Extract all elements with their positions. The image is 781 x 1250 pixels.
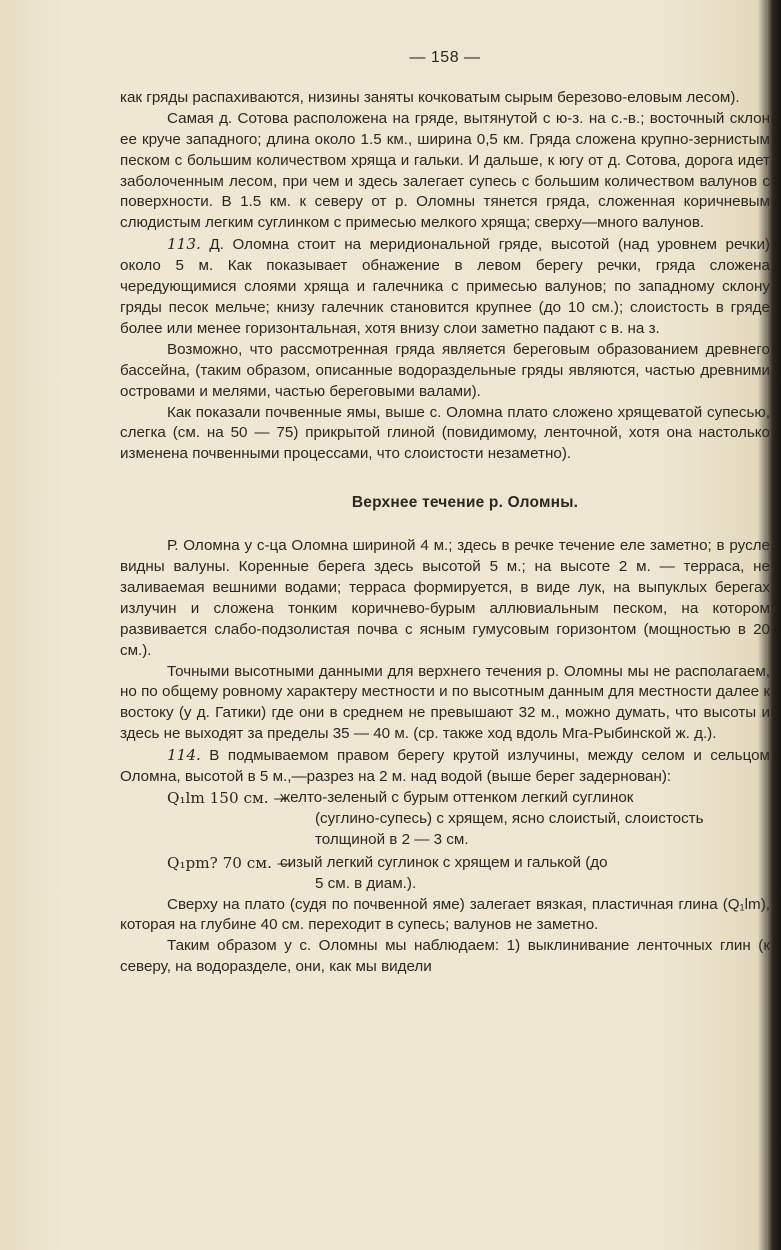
layer-description-cont: (суглино-супесь) с хрящем, ясно слоистый, слоистость толщиной в 2 — 3 см. xyxy=(315,809,704,848)
paragraph-heights: Точными высотными данными для верхнего течения р. Оломны мы не располагаем, но по общему ровному характеру местности и по высотным данным для местности далее к востоку (у д. Гатики) где они в среднем не превышают 32 м., можно думать, что высоты и здесь не выходят за пределы 35 — 40 м. (ср. также ход вдоль Мга-Рыбинской ж. д.). xyxy=(120,662,770,743)
paragraph-soil-pits: Как показали почвенные ямы, выше с. Оломна плато сложено хрящеватой супесью, слегка (см. на 50 — 75) прикрытой глиной (повидимому, ленточной, хотя она настолько изменена почвенными процессами, что слоистости незаметно). xyxy=(120,403,770,463)
layer-description-cont: 5 см. в диам.). xyxy=(315,874,417,892)
section-layers xyxy=(120,788,770,895)
layer-entry xyxy=(120,853,770,895)
paragraph-conclusion: Таким образом у с. Оломны мы наблюдаем: 1) выклинивание ленточных глин (к северу, на водоразделе, они, как мы видели xyxy=(120,937,770,976)
paragraph-114 xyxy=(120,745,770,788)
section-number-114: 114. xyxy=(167,746,201,765)
paragraph-1: как гряды распахиваются, низины заняты кочковатым сырым березово-еловым лесом). xyxy=(120,88,740,106)
layer-entry xyxy=(120,788,770,851)
paragraph-possible: Возможно, что рассмотренная гряда является береговым образованием древнего бассейна, (таким образом, описанные водораздельные гряды являются, частью древними островами и мелями, частью береговыми валами). xyxy=(120,340,770,400)
page-content xyxy=(120,48,770,978)
paragraph-114-text: В подмываемом правом берегу крутой излучины, между селом и сельцом Оломна, высотой в 5 м.,—разрез на 2 м. над водой (выше берег задернован): xyxy=(120,747,770,786)
layer-code: Q₁lm 150 см. — xyxy=(167,789,289,807)
layer-description: желто-зеленый с бурым оттенком легкий суглинок xyxy=(280,789,634,806)
page-number: — 158 — xyxy=(409,49,481,66)
paragraph-113 xyxy=(120,234,770,340)
paragraph-sotova: Самая д. Сотова расположена на гряде, вытянутой с ю-з. на с.-в.; восточный склон ее круче западного; длина около 1.5 км., ширина 0,5 км. Гряда сложена крупно-зернистым песком с большим количеством хряща и гальки. И дальше, к югу от д. Сотова, дорога идет заболоченным лесом, при чем и здесь залегает супесь с большим количеством валунов с поверхности. В 1.5 км. к северу от р. Оломны тянется гряда, сложенная коричневым слюдистым легким суглинком с примесью мелкого хряща; сверху—много валунов. xyxy=(120,109,770,232)
paragraph-113-text: Д. Оломна стоит на меридиональной гряде, высотой (над уровнем речки) около 5 м. Как показывает обнажение в левом берегу речки, гряда сложена чередующимися слоями хряща и галечника с примесью валунов; по западному склону гряды песок мельче; книзу галечник становится крупнее (до 10 см.); слоистость в гряде более или менее горизонтальная, хотя внизу слои заметно падают с в. на з. xyxy=(120,236,770,337)
section-number-113: 113. xyxy=(167,235,201,254)
paragraph-river: Р. Оломна у с-ца Оломна шириной 4 м.; здесь в речке течение еле заметно; в русле видны валуны. Коренные берега здесь высотой 5 м.; на высоте 2 м. — терраса, не заливаемая вешними водами; терраса формируется, в виде лук, на выпуклых берегах излучин и сложена тонким коричнево-бурым аллювиальным песком, на котором развивается слабо-подзолистая почва с ясным гумусовым горизонтом (мощностью в 20 см.). xyxy=(120,537,770,659)
section-heading: Верхнее течение р. Оломны. xyxy=(351,494,579,512)
layer-code: Q₁pm? 70 см. — xyxy=(167,853,292,872)
layer-description: сизый легкий суглинок с хрящем и галькой (до xyxy=(280,853,608,871)
paragraph-plateau: Сверху на плато (судя по почвенной яме) залегает вязкая, пластичная глина (Q₁lm), которая на глубине 40 см. переходит в супесь; валунов не заметно. xyxy=(120,895,770,934)
